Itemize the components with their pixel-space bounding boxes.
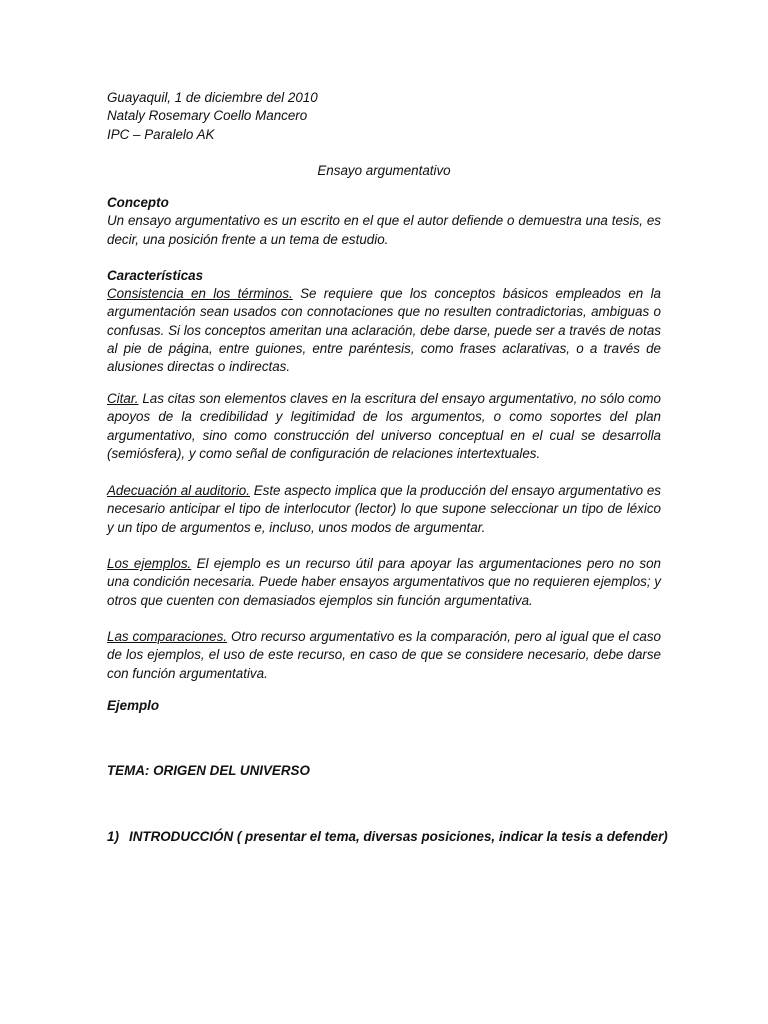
concepto-section [107, 194, 661, 249]
caracteristica-label: Citar. [107, 391, 139, 406]
caracteristica-label: Consistencia en los términos. [107, 286, 293, 301]
course-info: IPC – Paralelo AK [107, 126, 215, 142]
caracteristica-item [107, 482, 661, 537]
outline-number: 1) [107, 829, 119, 844]
caracteristica-item [107, 390, 661, 463]
caracteristica-label: Los ejemplos. [107, 556, 192, 571]
caracteristica-text: El ejemplo es un recurso útil para apoyar las argumentaciones pero no son una condición necesaria. Puede haber ensayos argumentativos que no requieren ejemplos; y otros que cuenten con demasiados ejemplos sin función argumentativa. [107, 556, 661, 608]
ejemplo-heading: Ejemplo [107, 698, 160, 713]
caracteristica-text: Se requiere que los conceptos básicos empleados en la argumentación sean usados con connotaciones que no resulten contradictorias, ambiguas o confusas. Si los conceptos ameritan una aclaración, debe darse, puede ser a través de notas al pie de página, entre guiones, entre paréntesis, como frases aclarativas, o a través de alusiones directas o indirectas. [107, 286, 661, 375]
caracteristicas-heading-block [107, 267, 661, 285]
caracteristica-label: Adecuación al auditorio. [107, 483, 250, 498]
caracteristica-text: Este aspecto implica que la producción del ensayo argumentativo es necesario anticipar el tipo de interlocutor (lector) lo que supone seleccionar un tipo de léxico y un tipo de argumentos e, incluso, unos modos de argumentar. [107, 483, 661, 535]
concepto-text: Un ensayo argumentativo es un escrito en el que el autor defiende o demuestra una tesis, es decir, una posición frente a un tema de estudio. [107, 213, 661, 247]
caracteristicas-heading: Características [107, 268, 204, 283]
caracteristica-text: Las citas son elementos claves en la escritura del ensayo argumentativo, no sólo como apoyos de la credibilidad y legitimidad de los argumentos, o como soportes del plan argumentativo, sino como construcción del universo conceptual en el cual se desarrolla (semiósfera), y como señal de configuración de relaciones intertextuales. [107, 391, 661, 461]
concepto-heading: Concepto [107, 195, 169, 210]
outline-text: INTRODUCCIÓN ( presentar el tema, diversas posiciones, indicar la tesis a defender) [129, 829, 668, 844]
header-block [107, 89, 661, 144]
outline-item [107, 829, 707, 844]
caracteristica-text: Otro recurso argumentativo es la comparación, pero al igual que el caso de los ejemplos, el uso de este recurso, en caso de que se considere necesario, debe darse con función argumentativa. [107, 629, 661, 681]
document-title: Ensayo argumentativo [317, 163, 451, 178]
caracteristica-label: Las comparaciones. [107, 629, 228, 644]
caracteristica-item [107, 555, 661, 610]
author-name: Nataly Rosemary Coello Mancero [107, 108, 308, 124]
caracteristica-item [107, 285, 661, 376]
place-date: Guayaquil, 1 de diciembre del 2010 [107, 90, 318, 105]
caracteristica-item [107, 628, 661, 683]
tema-heading: TEMA: ORIGEN DEL UNIVERSO [107, 763, 310, 778]
